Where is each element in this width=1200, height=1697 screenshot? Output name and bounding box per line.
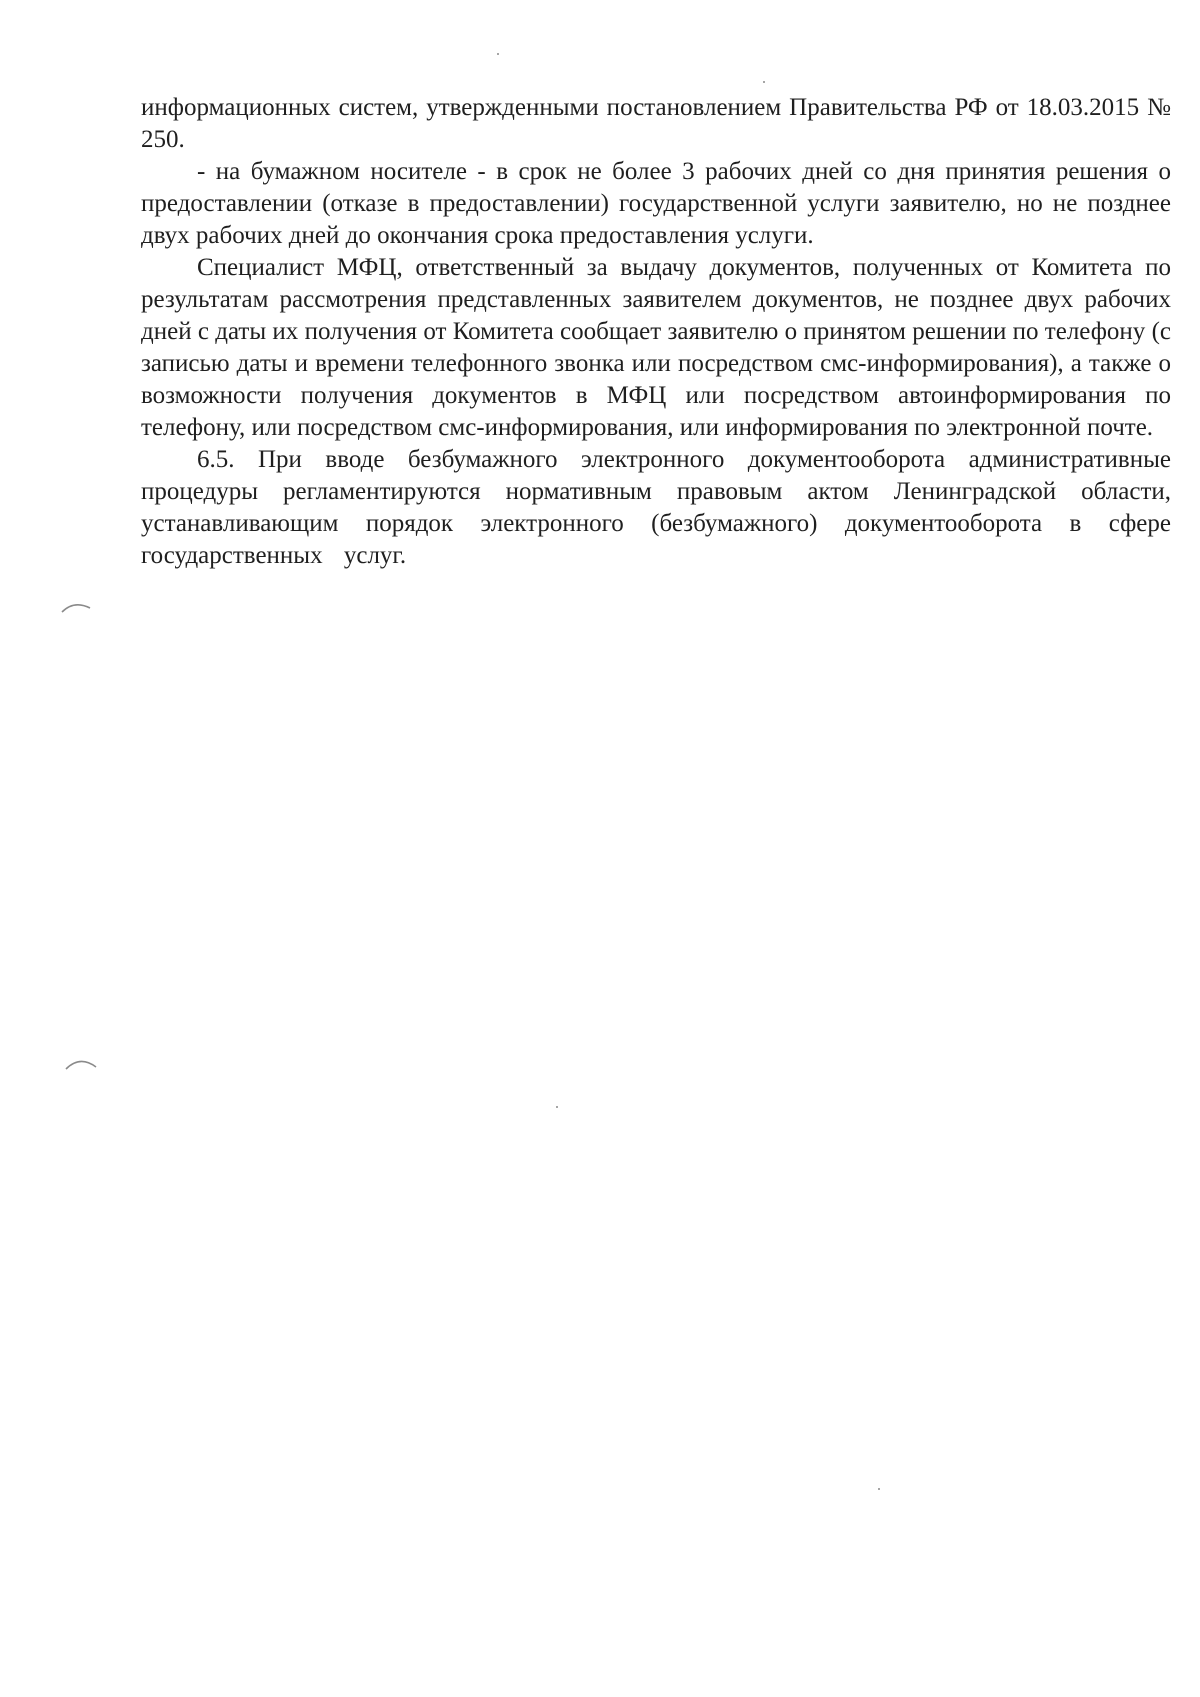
scan-speck <box>497 53 499 55</box>
scan-speck <box>878 1488 880 1490</box>
paragraph-mfc-specialist: Специалист МФЦ, ответственный за выдачу документов, полученных от Комитета по результатам рассмотрения представленных заявителем документов, не позднее двух рабочих дней с даты их получения от Комитета сообщает заявителю о принятом решении по телефону (с записью даты и времени телефонного звонка или посредством смс-информирования), а также о возможности получения документов в МФЦ или посредством автоинформирования по телефону, или посредством смс-информирования, или информирования по электронной почте. <box>141 254 1171 441</box>
scan-mark-upper <box>60 598 100 618</box>
scan-speck <box>763 81 765 83</box>
scan-mark-lower <box>64 1055 104 1075</box>
scan-speck <box>556 1106 558 1108</box>
paragraph-continuation: информационных систем, утвержденными постановлением Правительства РФ от 18.03.2015 № 250. <box>141 94 1171 153</box>
paragraph-item-6-5: 6.5. При вводе безбумажного электронного документооборота административные процедуры регламентируются нормативным правовым актом Ленинградской области, устанавливающим порядок электронного (безбумажного) документооборота в сфере государственных услуг. <box>141 446 1171 569</box>
paragraph-paper-medium: - на бумажном носителе - в срок не более 3 рабочих дней со дня принятия решения о предоставлении (отказе в предоставлении) государственной услуги заявителю, но не позднее двух рабочих дней до окончания срока предоставления услуги. <box>141 158 1171 249</box>
document-body <box>141 92 1171 572</box>
